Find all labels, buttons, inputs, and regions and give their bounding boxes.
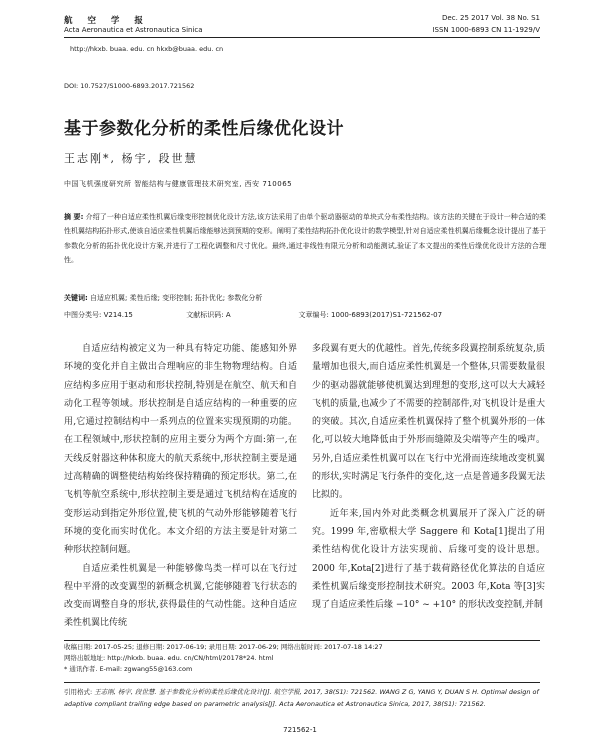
citation-label: 引用格式:	[64, 688, 93, 696]
corresponding-author: * 通讯作者. E-mail: zgwang55@163.com	[64, 665, 193, 673]
body-paragraph: 自适应柔性机翼是一种能够像鸟类一样可以在飞行过程中平滑的改变翼型的新概念机翼,它能够随着飞行状态的改变而调整自身的形状,获得最佳的气动性能。这种自适应柔性机翼比传统	[64, 563, 297, 629]
doi: DOI: 10.7527/S1000-6893.2017.721562	[64, 82, 195, 90]
body-column-left	[64, 340, 297, 633]
abstract-label: 摘 要:	[64, 213, 84, 221]
footnotes	[64, 642, 546, 675]
journal-title-cn: 航 空 学 报	[64, 16, 149, 26]
citation-rule	[64, 682, 540, 683]
citation	[64, 687, 546, 710]
clc-number: 中图分类号: V214.15	[64, 311, 133, 319]
received-dates: 收稿日期: 2017-05-25; 退修日期: 2017-06-19; 录用日期: 2017-06-29; 网络出版时间: 2017-07-18 14:27	[64, 643, 383, 651]
authors: 王志刚*, 杨宇, 段世慧	[64, 152, 198, 165]
body-paragraph: 多段翼有更大的优越性。首先,传统多段翼控制系统复杂,质量增加也很大,而自适应柔性机翼是一个整体,只需要数量很少的驱动器就能够使机翼达到理想的变形,这可以大大减轻飞机的质量,也减少了不需要的控制部件,对飞机设计是重大的突破。其次,自适应柔性机翼保持了整个机翼外形的一体化,可以较大地降低由于外形而缝隙及尖端等产生的噪声。另外,自适应柔性机翼可以在飞行中光滑而连续地改变机翼的形状,实时满足飞行条件的变化,这一点是普通多段翼无法比拟的。	[312, 344, 545, 501]
keywords	[64, 293, 262, 303]
body-paragraph: 近年来,国内外对此类概念机翼展开了深入广泛的研究。1999 年,密歇根大学 Saggere 和 Kota[1]提出了用柔性结构优化设计方法实现前、后缘可变的设计思想。2000 年,Kota[2]进行了基于载荷路径优化算法的自适应柔性机翼后缘变形控制技术研究。2003 年,Kota 等[3]实现了自适应柔性后缘 −10° ~ +10° 的形状改变控制,并制	[312, 508, 545, 611]
body-paragraph: 自适应结构被定义为一种具有特定功能、能感知外界环境的变化并自主做出合理响应的非生物物理结构。自适应结构多应用于驱动和形状控制,特别是在航空、航天和自动化工程等领域。形状控制是自适应结构的一种重要的应用,它通过控制结构中一系列点的位置来实现预期的功能。在工程领域中,形状控制的应用主要分为两个方面:第一,在天线反射器这种体积庞大的航天系统中,形状控制主要是通过高精确的调整使结构始终保持精确的预定形状。第二,在飞机等航空系统中,形状控制主要是通过飞机结构在适度的变形运动到指定外形位置,使飞机的气动外形能够随着飞行环境的变化而实时优化。本文介绍的方法主要是针对第二种形状控制问题。	[64, 344, 297, 556]
online-url: 网络出版地址: http://hkxb. buaa. edu. cn/CN/html/20178*24. html	[64, 654, 274, 662]
issue-info: Dec. 25 2017 Vol. 38 No. S1	[442, 14, 540, 22]
body-column-right	[312, 340, 545, 614]
document-code: 文献标识码: A	[186, 311, 231, 319]
citation-text: 王志刚, 杨宇, 段世慧. 基于参数化分析的柔性后缘优化设计[J]. 航空学报, 2017, 38(S1): 721562. WANG Z G, YANG Y, DUAN S H. Optimal design of adaptive compliant trailing edge based on parametric analysis[J]. Acta Aeronautica et Astronautica Sinica, 2017, 38(S1): 721562.	[64, 688, 539, 708]
page-number: 721562-1	[283, 726, 317, 734]
abstract	[64, 210, 546, 267]
article-number: 文章编号: 1000-6893(2017)S1-721562-07	[298, 311, 443, 319]
classification	[64, 310, 546, 320]
keywords-text: 自适应机翼; 柔性后缘; 变形控制; 拓扑优化; 参数化分析	[90, 294, 263, 302]
article-title: 基于参数化分析的柔性后缘优化设计	[64, 119, 344, 139]
abstract-text: 介绍了一种自适应柔性机翼后缘变形控制优化设计方法,该方法采用了由单个驱动器驱动的单块式分布柔性结构。该方法的关键在于设计一种合适的柔性机翼结构拓扑形式,使该自适应柔性机翼后缘能够达到预期的变形。阐明了柔性结构拓扑优化设计的数学模型,针对自适应柔性机翼后缘概念设计提出了基于参数化分析的拓扑优化设计方案,并进行了工程化调整和尺寸优化。最终,通过非线性有限元分析和动能测试,验证了本文提出的柔性后缘优化设计方法的合理性。	[64, 213, 546, 264]
header-rule	[64, 37, 540, 38]
journal-urls: http://hkxb. buaa. edu. cn hkxb@buaa. edu. cn	[70, 45, 224, 53]
keywords-label: 关键词:	[64, 294, 88, 302]
journal-title-en: Acta Aeronautica et Astronautica Sinica	[64, 26, 203, 34]
issn-info: ISSN 1000-6893 CN 11-1929/V	[432, 26, 540, 34]
affiliation: 中国飞机强度研究所 智能结构与健康管理技术研究室, 西安 710065	[64, 180, 293, 188]
footnote-rule	[64, 640, 540, 641]
